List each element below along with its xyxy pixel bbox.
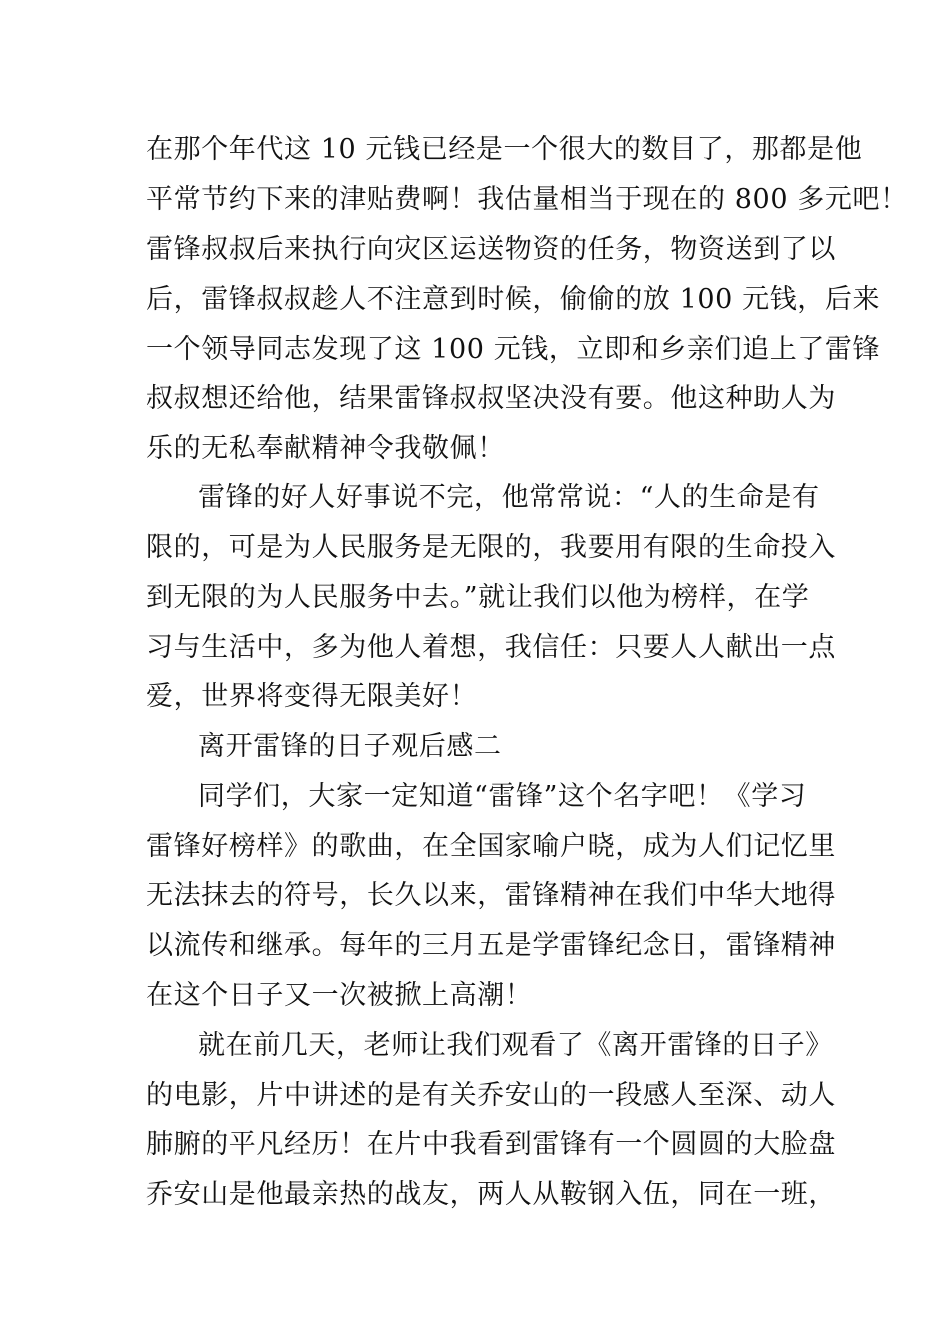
text-line: 雷锋好榜样》的歌曲，在全国家喻户晓，成为人们记忆里 [146,831,836,862]
text-line: 限的，可是为人民服务是无限的，我要用有限的生命投入 [146,532,836,563]
text-line: 乐的无私奉献精神令我敬佩！ [146,433,505,464]
text-line: 雷锋叔叔后来执行向灾区运送物资的任务，物资送到了以 [146,234,836,265]
text-line: 在这个日子又一次被掀上高潮！ [146,980,533,1011]
text-line: 后，雷锋叔叔趁人不注意到时候，偷偷的放 100 元钱，后来 [146,284,881,315]
text-line: 乔安山是他最亲热的战友，两人从鞍钢入伍，同在一班， [146,1179,836,1210]
text-line: 无法抹去的符号，长久以来，雷锋精神在我们中华大地得 [146,880,836,911]
text-line: 平常节约下来的津贴费啊！我估量相当于现在的 800 多元吧！ [146,184,908,215]
text-line: 叔叔想还给他，结果雷锋叔叔坚决没有要。他这种助人为 [146,383,836,414]
text-line: 一个领导同志发现了这 100 元钱，立即和乡亲们追上了雷锋 [146,334,881,365]
text-line: 雷锋的好人好事说不完，他常常说：“人的生命是有 [198,482,820,513]
text-line: 习与生活中，多为他人着想，我信任：只要人人献出一点 [146,632,836,663]
text-line: 的电影，片中讲述的是有关乔安山的一段感人至深、动人 [146,1080,836,1111]
section-heading: 离开雷锋的日子观后感二 [198,731,502,762]
text-line: 肺腑的平凡经历！在片中我看到雷锋有一个圆圆的大脸盘 [146,1129,836,1160]
text-line: 同学们，大家一定知道“雷锋”这个名字吧！《学习 [198,781,807,812]
text-line: 爱，世界将变得无限美好！ [146,681,478,712]
text-line: 以流传和继承。每年的三月五是学雷锋纪念日，雷锋精神 [146,930,836,961]
text-line: 在那个年代这 10 元钱已经是一个很大的数目了，那都是他 [146,134,863,165]
text-line: 就在前几天，老师让我们观看了《离开雷锋的日子》 [198,1030,833,1061]
text-line: 到无限的为人民服务中去。”就让我们以他为榜样，在学 [146,582,810,613]
